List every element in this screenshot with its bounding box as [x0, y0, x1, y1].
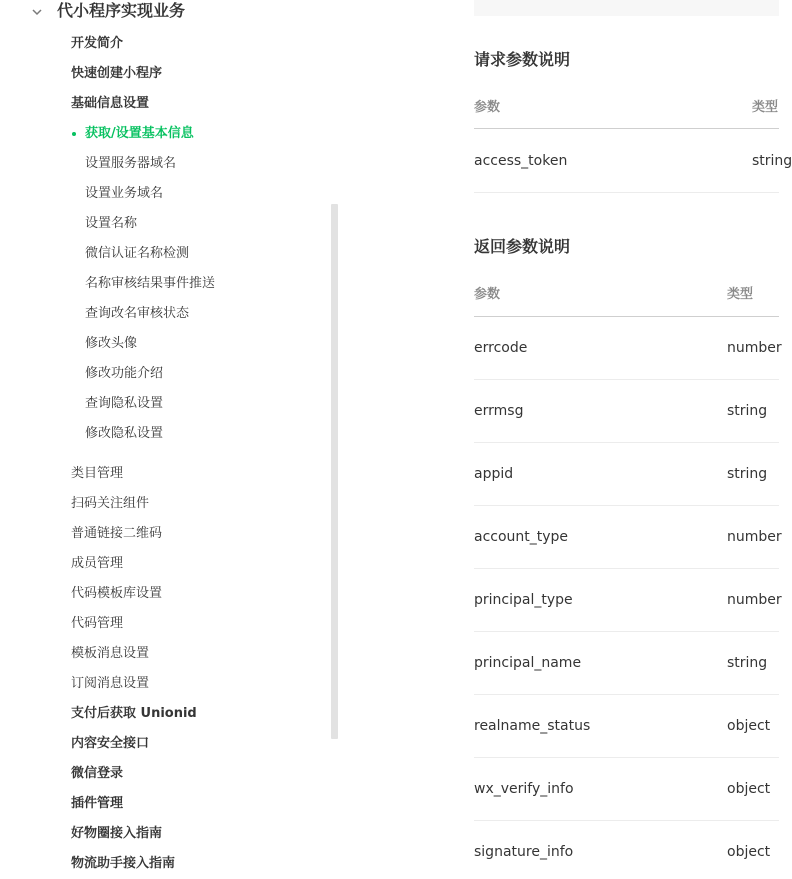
sidebar-item[interactable] — [0, 389, 320, 419]
sidebar-item[interactable] — [0, 759, 320, 789]
sidebar-item-label: 修改隐私设置 — [85, 426, 164, 441]
active-dot-icon — [72, 132, 76, 136]
sidebar-item[interactable] — [0, 789, 320, 819]
sidebar-item[interactable] — [0, 89, 320, 119]
sidebar-item[interactable] — [0, 29, 320, 59]
sidebar-item-label: 查询改名审核状态 — [85, 306, 190, 321]
response-table-cell-param: principal_type — [474, 592, 573, 608]
sidebar-item-label: 设置服务器域名 — [85, 156, 177, 171]
sidebar-item[interactable] — [0, 669, 320, 699]
response-table-cell-type: string — [727, 466, 768, 482]
response-table-cell-param: appid — [474, 466, 514, 482]
chevron-down-icon — [31, 6, 43, 18]
sidebar-item[interactable] — [0, 359, 320, 389]
response-table-header-type: 类型 — [727, 287, 754, 302]
sidebar-item-label: 模板消息设置 — [71, 646, 150, 661]
sidebar-item[interactable] — [0, 119, 320, 149]
response-table-cell-param: realname_status — [474, 718, 591, 734]
request-table-row-divider — [474, 192, 779, 193]
sidebar-section-title: 代小程序实现业务 — [57, 1, 186, 20]
sidebar-item[interactable] — [0, 209, 320, 239]
sidebar-item-label: 快速创建小程序 — [71, 66, 163, 81]
response-table-cell-type: object — [727, 844, 771, 860]
sidebar-item[interactable] — [0, 299, 320, 329]
sidebar-item-label: 基础信息设置 — [71, 96, 150, 111]
response-table-row-divider — [474, 757, 779, 758]
sidebar-item[interactable] — [0, 459, 320, 489]
sidebar-item-label: 订阅消息设置 — [71, 676, 150, 691]
response-table-cell-type: object — [727, 718, 771, 734]
response-table-row-divider — [474, 694, 779, 695]
sidebar-item[interactable] — [0, 489, 320, 519]
sidebar-item-label: 设置名称 — [85, 216, 138, 231]
sidebar-item-label: 物流助手接入指南 — [71, 856, 176, 871]
sidebar-item-label: 查询隐私设置 — [85, 396, 164, 411]
sidebar-item-label: 修改头像 — [85, 336, 138, 351]
sidebar-item-label: 插件管理 — [71, 796, 124, 811]
sidebar-item[interactable] — [0, 579, 320, 609]
response-table-cell-type: number — [727, 340, 782, 356]
request-table-cell-param: access_token — [474, 153, 568, 169]
sidebar-item[interactable] — [0, 609, 320, 639]
response-table-cell-param: account_type — [474, 529, 569, 545]
sidebar-item-label: 类目管理 — [71, 466, 124, 481]
response-table-cell-type: object — [727, 781, 771, 797]
sidebar-item-label: 修改功能介绍 — [85, 366, 164, 381]
sidebar-item-label: 支付后获取 Unionid — [71, 706, 197, 721]
response-table-header-divider — [474, 316, 779, 317]
sidebar-item[interactable] — [0, 819, 320, 849]
response-table-row-divider — [474, 568, 779, 569]
response-table-cell-param: wx_verify_info — [474, 781, 574, 797]
sidebar-item[interactable] — [0, 239, 320, 269]
response-table-cell-type: string — [727, 403, 768, 419]
sidebar-item-label: 获取/设置基本信息 — [85, 126, 194, 141]
sidebar-item-label: 好物圈接入指南 — [71, 826, 163, 841]
sidebar-item[interactable] — [0, 849, 320, 879]
sidebar-item[interactable] — [0, 59, 320, 89]
sidebar-item-label: 成员管理 — [71, 556, 124, 571]
request-table-header-divider — [474, 128, 779, 129]
code-block-bottom — [474, 0, 779, 16]
sidebar-item[interactable] — [0, 269, 320, 299]
sidebar-item-label: 内容安全接口 — [71, 736, 150, 751]
response-table-row-divider — [474, 631, 779, 632]
sidebar-item[interactable] — [0, 329, 320, 359]
response-table-cell-param: errmsg — [474, 403, 524, 419]
response-table-cell-param: principal_name — [474, 655, 582, 671]
response-table-cell-type: number — [727, 529, 782, 545]
sidebar-section-header[interactable] — [0, 0, 331, 25]
response-table-row-divider — [474, 505, 779, 506]
sidebar-item-label: 代码模板库设置 — [71, 586, 163, 601]
sidebar-item-label: 扫码关注组件 — [71, 496, 150, 511]
response-table-cell-param: signature_info — [474, 844, 574, 860]
sidebar-item[interactable] — [0, 729, 320, 759]
response-table-cell-param: errcode — [474, 340, 528, 356]
sidebar-item-label: 微信登录 — [71, 766, 124, 781]
sidebar-item[interactable] — [0, 179, 320, 209]
sidebar-item-label: 代码管理 — [71, 616, 124, 631]
response-table-header-param: 参数 — [474, 287, 501, 302]
sidebar-item-label: 设置业务域名 — [85, 186, 164, 201]
sidebar-item[interactable] — [0, 639, 320, 669]
sidebar-item-label: 微信认证名称检测 — [85, 246, 190, 261]
response-table-row-divider — [474, 379, 779, 380]
response-params-heading: 返回参数说明 — [474, 237, 571, 256]
sidebar-item[interactable] — [0, 549, 320, 579]
sidebar-item[interactable] — [0, 699, 320, 729]
request-table-header-param: 参数 — [474, 100, 501, 115]
request-table-header-type: 类型 — [752, 100, 779, 115]
sidebar-item-label: 普通链接二维码 — [71, 526, 163, 541]
sidebar-item-label: 名称审核结果事件推送 — [85, 276, 216, 291]
sidebar-scrollbar-thumb[interactable] — [331, 204, 338, 739]
request-params-heading: 请求参数说明 — [474, 50, 571, 69]
response-table-cell-type: string — [727, 655, 768, 671]
response-table-row-divider — [474, 442, 779, 443]
sidebar-item[interactable] — [0, 419, 320, 449]
sidebar-item[interactable] — [0, 149, 320, 179]
sidebar-item[interactable] — [0, 519, 320, 549]
sidebar-item-label: 开发简介 — [71, 36, 124, 51]
response-table-row-divider — [474, 820, 779, 821]
request-table-cell-type: string — [752, 153, 792, 169]
sidebar-nav — [0, 0, 331, 871]
response-table-cell-type: number — [727, 592, 782, 608]
